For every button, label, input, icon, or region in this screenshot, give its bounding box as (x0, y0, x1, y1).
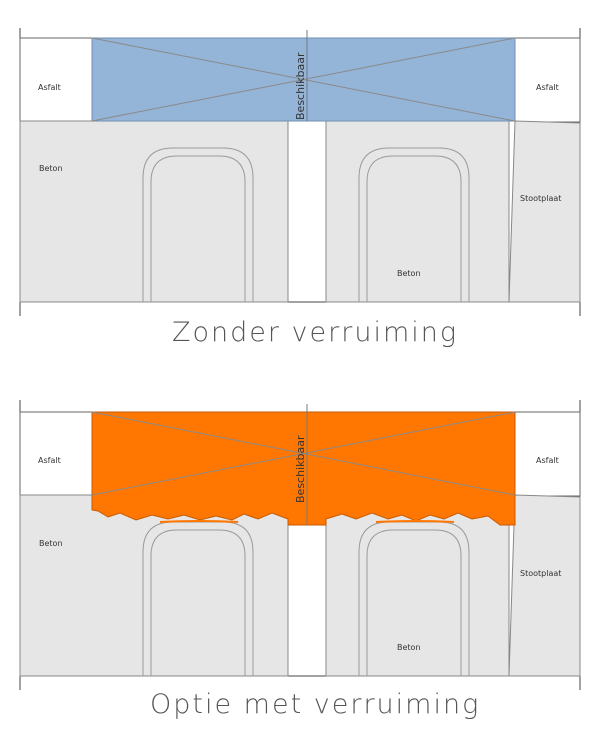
top-label-asphalt-left: Asfalt (38, 83, 61, 92)
top-label-concrete-left: Beton (39, 164, 63, 173)
bottom-transition-slab (509, 495, 580, 676)
bottom-diagram (20, 400, 580, 720)
bottom-label-transition-slab: Stootplaat (520, 569, 562, 578)
bottom-available-zone-label: Beschikbaar (294, 435, 307, 503)
bottom-caption: Optie met verruiming (150, 689, 481, 720)
bottom-concrete-left (20, 495, 288, 676)
bottom-left-breakout-trace (160, 521, 238, 522)
bottom-label-asphalt-left: Asfalt (38, 456, 61, 465)
top-caption: Zonder verruiming (172, 317, 459, 348)
top-label-concrete-right: Beton (397, 269, 421, 278)
top-diagram (20, 28, 580, 348)
bottom-label-concrete-right: Beton (397, 643, 421, 652)
bottom-right-breakout-trace (376, 521, 454, 522)
top-concrete-left (20, 121, 288, 302)
top-label-transition-slab: Stootplaat (520, 194, 562, 203)
top-transition-slab (509, 121, 580, 302)
bottom-label-concrete-left: Beton (39, 539, 63, 548)
top-asphalt-left (20, 38, 92, 121)
top-available-zone-label: Beschikbaar (294, 52, 307, 120)
bottom-asphalt-left (20, 412, 92, 495)
top-label-asphalt-right: Asfalt (536, 83, 559, 92)
top-asphalt-right (515, 38, 580, 122)
bottom-asphalt-right (515, 412, 580, 496)
bottom-label-asphalt-right: Asfalt (536, 456, 559, 465)
